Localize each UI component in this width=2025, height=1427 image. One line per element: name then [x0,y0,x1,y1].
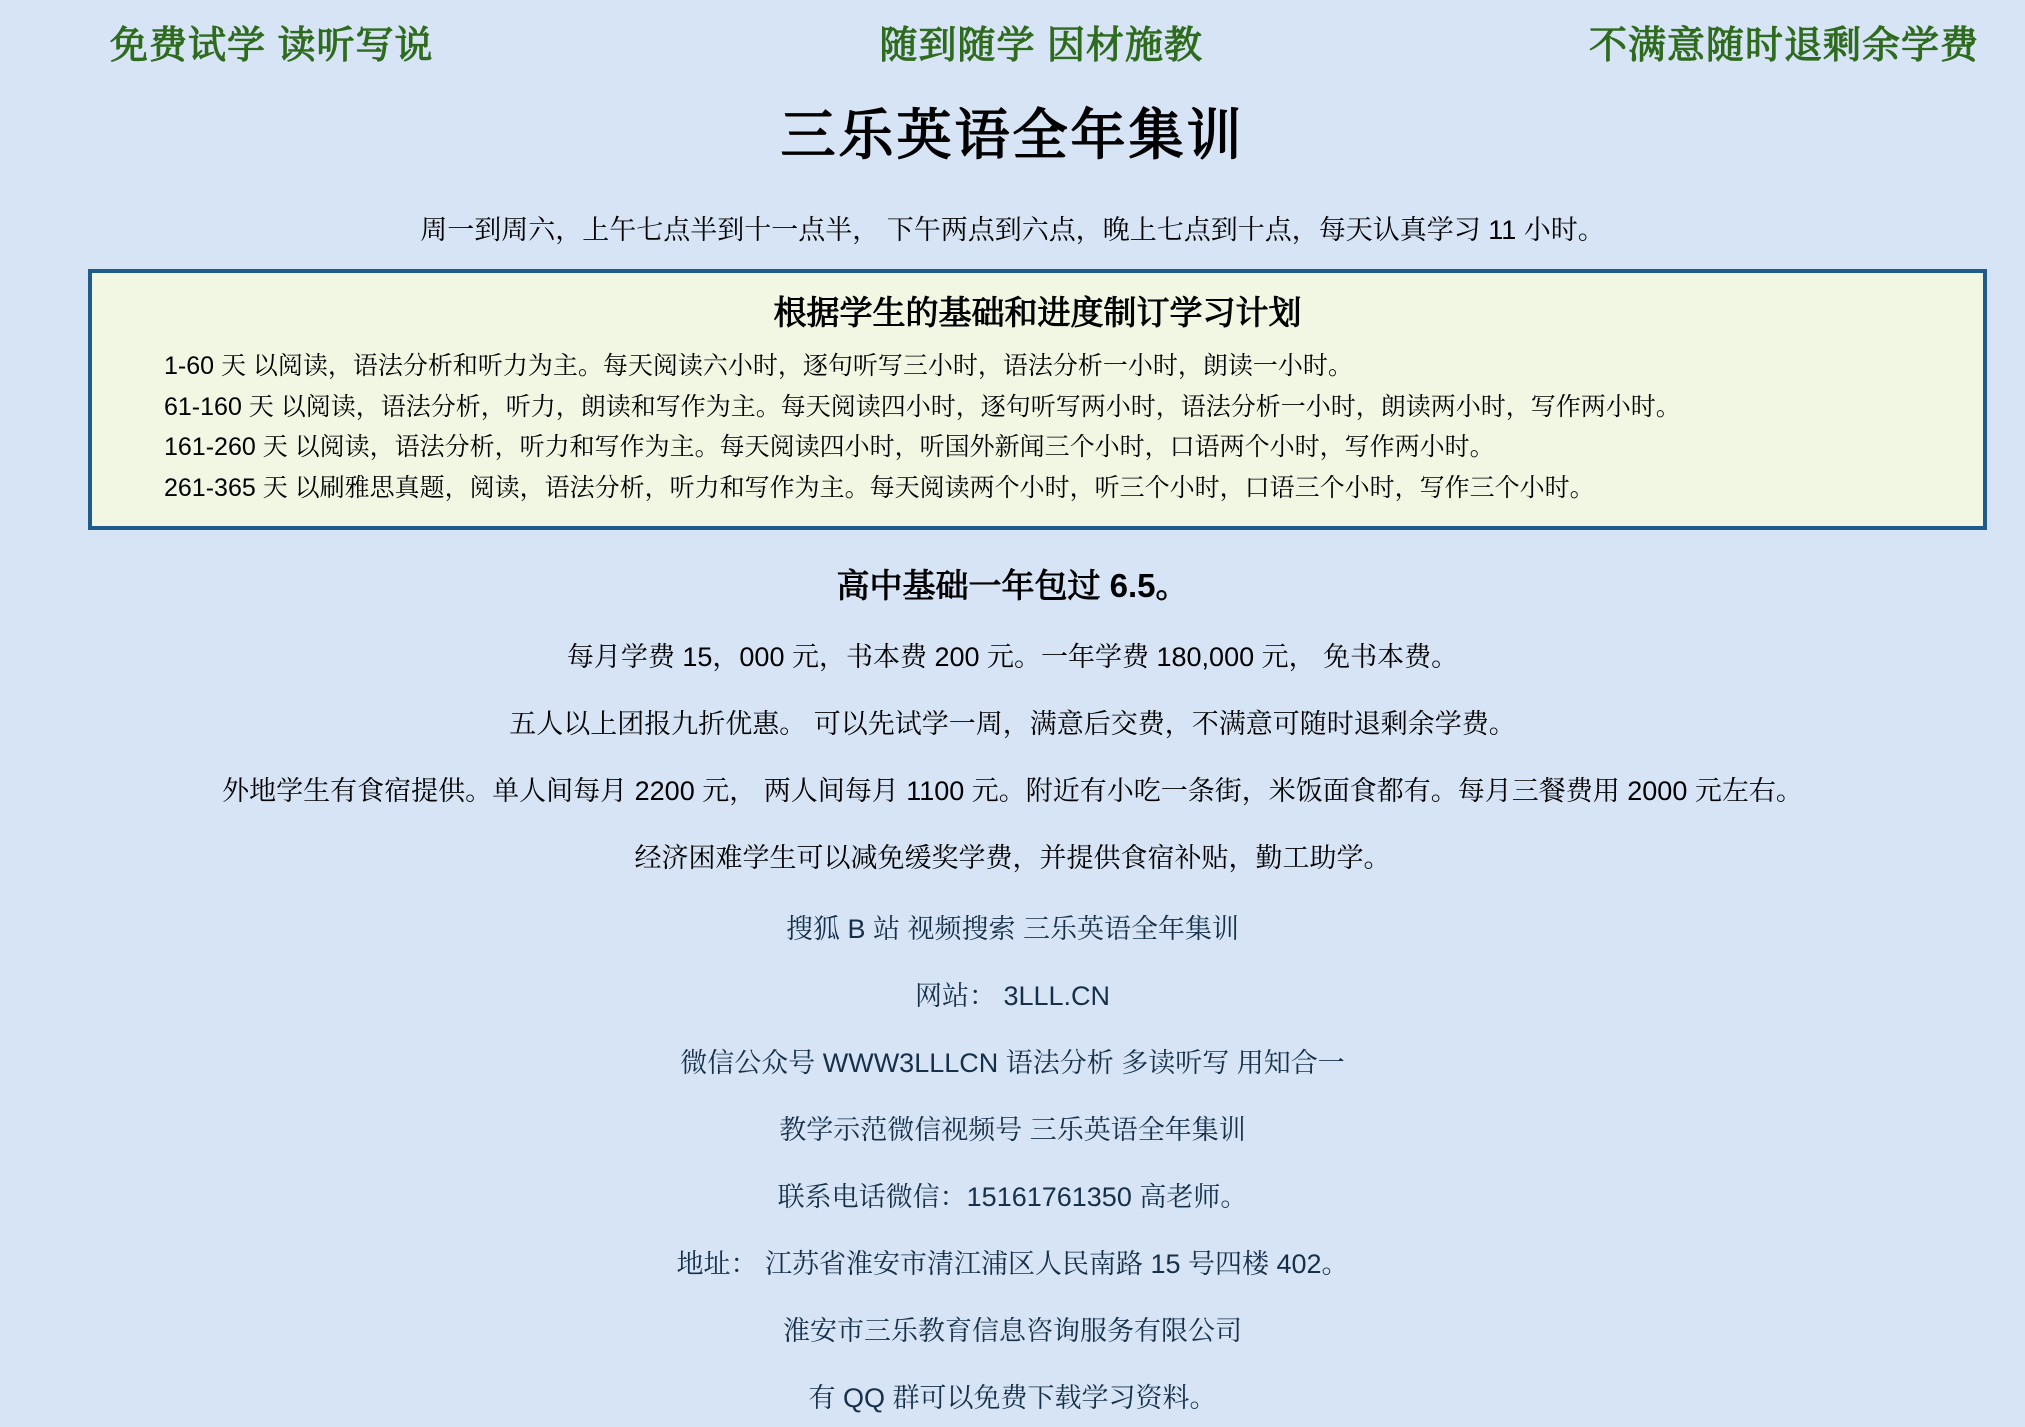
study-plan-line: 261-365 天 以刷雅思真题，阅读，语法分析，听力和写作为主。每天阅读两个小时，听三个小时，口语三个小时，写作三个小时。 [164,473,1595,502]
contact-phone: 联系电话微信：15161761350 高老师。 [777,1182,1248,1212]
study-plan-box [88,269,1987,530]
study-plan-line: 161-260 天 以阅读，语法分析，听力和写作为主。每天阅读四小时，听国外新闻三个小时，口语两个小时，写作两小时。 [164,433,1495,461]
slogan-right: 不满意随时退剩余学费 [1588,25,1979,67]
contact-qq-group: 有 QQ 群可以免费下载学习资料。 [808,1383,1217,1413]
contact-wechat-channel: 教学示范微信视频号 三乐英语全年集训 [779,1115,1246,1145]
discount-text: 五人以上团报九折优惠。 可以先试学一周，满意后交费，不满意可随时退剩余学费。 [509,709,1516,739]
slogan-middle: 随到随学 因材施教 [879,25,1204,67]
financial-aid-text: 经济困难学生可以减免缓奖学费，并提供食宿补贴，勤工助学。 [634,843,1391,873]
company-name: 淮安市三乐教育信息咨询服务有限公司 [783,1316,1242,1346]
contact-website: 网站： 3LLL.CN [914,981,1111,1011]
slogan-row [0,0,2025,69]
guarantee-text: 高中基础一年包过 6.5。 [836,567,1189,604]
contact-address: 地址： 江苏省淮安市清江浦区人民南路 15 号四楼 402。 [676,1249,1349,1279]
schedule-text: 周一到周六，上午七点半到十一点半， 下午两点到六点，晚上七点到十点，每天认真学习 11 小时。 [420,215,1605,245]
study-plan-heading: 根据学生的基础和进度制订学习计划 [773,294,1302,331]
study-plan-line: 61-160 天 以阅读，语法分析，听力，朗读和写作为主。每天阅读四小时，逐句听写两小时，语法分析一小时，朗读两小时，写作两小时。 [164,392,1681,421]
contact-video-platforms: 搜狐 B 站 视频搜索 三乐英语全年集训 [785,914,1239,944]
tuition-text: 每月学费 15，000 元，书本费 200 元。一年学费 180,000 元， 免书本费。 [566,642,1459,672]
page-title: 三乐英语全年集训 [780,104,1245,166]
contact-wechat-official: 微信公众号 WWW3LLLCN 语法分析 多读听写 用知合一 [680,1048,1345,1078]
study-plan-line: 1-60 天 以阅读，语法分析和听力为主。每天阅读六小时，逐句听写三小时，语法分析一小时，朗读一小时。 [164,352,1353,380]
accommodation-text: 外地学生有食宿提供。单人间每月 2200 元， 两人间每月 1100 元。附近有小吃一条街，米饭面食都有。每月三餐费用 2000 元左右。 [222,776,1803,806]
slogan-left: 免费试学 读听写说 [110,25,434,67]
